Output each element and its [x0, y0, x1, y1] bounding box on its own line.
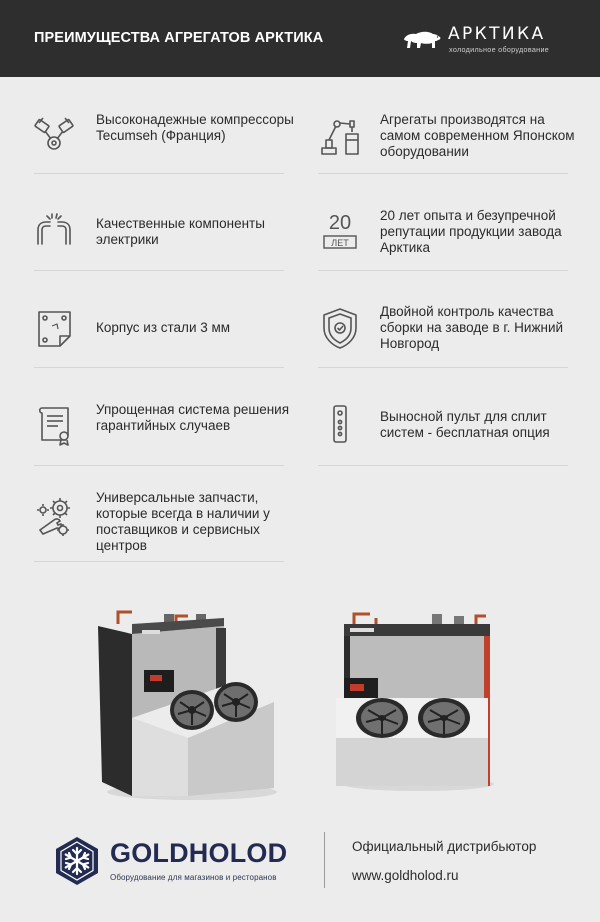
feature-electrics	[30, 208, 290, 258]
feature-japanese-equipment	[316, 112, 576, 162]
refrigeration-unit-image-right	[336, 606, 498, 792]
feature-compressors	[30, 112, 294, 162]
goldholod-snowflake-logo-icon	[52, 836, 102, 886]
website-link[interactable]: www.goldholod.ru	[352, 868, 459, 883]
feature-text: Выносной пульт для сплит систем - бесплатная опция	[380, 409, 550, 440]
divider	[318, 367, 568, 368]
feature-text: Корпус из стали 3 мм	[96, 320, 231, 335]
feature-text: Двойной контроль качества сборки на заводе в г. Нижний Новгород	[380, 304, 564, 351]
steel-plate-icon	[30, 304, 78, 352]
quality-shield-icon	[316, 304, 364, 352]
feature-text: 20 лет опыта и безупречной репутации продукции завода Арктика	[380, 208, 562, 255]
feature-text: Агрегаты производятся на самом современном Японском оборудовании	[380, 112, 575, 159]
feature-20-years	[316, 208, 576, 258]
feature-text: Универсальные запчасти, которые всегда в наличии у поставщиков и сервисных центров	[96, 490, 270, 553]
divider	[318, 465, 568, 466]
goldholod-logo-subtitle: Оборудование для магазинов и ресторанов	[110, 873, 277, 882]
divider	[34, 270, 284, 271]
years-badge-icon	[316, 208, 364, 256]
feature-spare-parts	[30, 490, 300, 553]
badge-number: 20	[328, 212, 352, 234]
refrigeration-unit-image-left	[92, 606, 282, 802]
footer-divider	[324, 832, 325, 888]
divider	[318, 173, 568, 174]
brand-name: АРКТИКА	[448, 24, 546, 44]
feature-warranty	[30, 400, 290, 450]
goldholod-logo-name: GOLDHOLOD	[110, 838, 288, 868]
feature-text: Качественные компоненты электрики	[96, 216, 265, 247]
feature-steel-body	[30, 304, 290, 354]
compressor-pistons-icon	[30, 112, 78, 160]
brand-subtitle: холодильное оборудование	[449, 45, 550, 54]
arktika-brand-logo	[402, 24, 572, 56]
divider	[34, 561, 284, 562]
page-title: ПРЕИМУЩЕСТВА АГРЕГАТОВ АРКТИКА	[34, 30, 324, 46]
electric-wire-icon	[30, 208, 78, 256]
polar-bear-icon	[402, 27, 442, 51]
gears-wrench-icon	[30, 492, 78, 540]
divider	[34, 367, 284, 368]
feature-quality-control	[316, 304, 576, 354]
feature-text: Высоконадежные компрессоры Tecumseh (Франция)	[96, 112, 294, 143]
feature-remote-control	[316, 400, 576, 450]
badge-label: ЛЕТ	[331, 238, 349, 248]
distributor-label: Официальный дистрибьютор	[352, 839, 537, 854]
robot-arm-icon	[316, 112, 364, 160]
divider	[34, 465, 284, 466]
feature-text: Упрощенная система решения гарантийных случаев	[96, 402, 290, 433]
divider	[34, 173, 284, 174]
remote-control-icon	[316, 400, 364, 448]
header-bar	[0, 0, 600, 77]
divider	[318, 270, 568, 271]
certificate-document-icon	[30, 400, 78, 448]
